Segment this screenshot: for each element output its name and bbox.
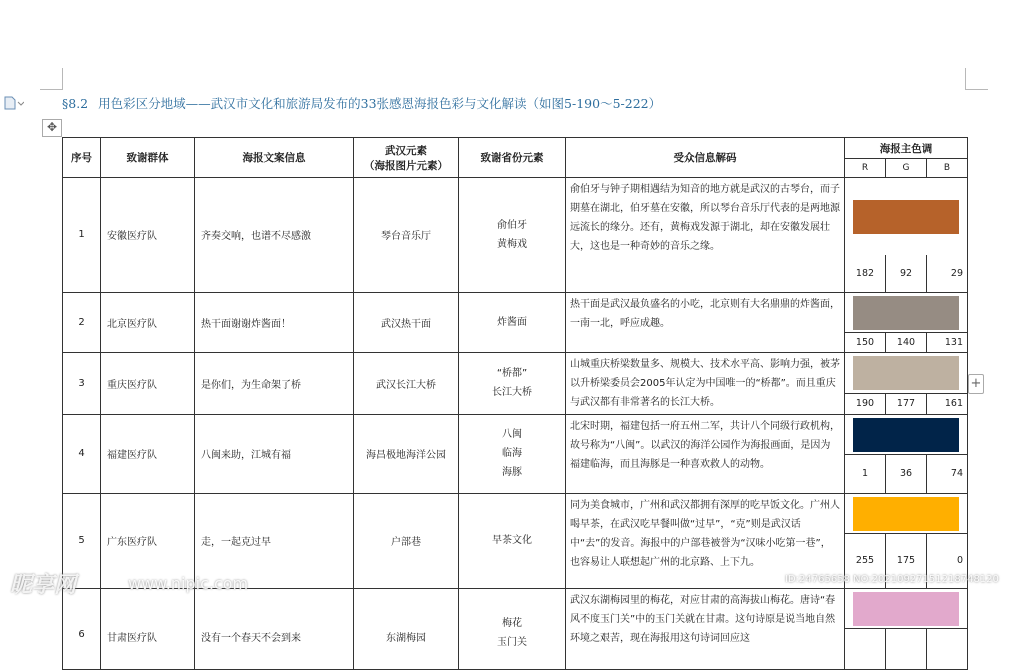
row-index: 6 bbox=[63, 588, 101, 669]
header-b: B bbox=[927, 159, 968, 178]
row-slogan: 齐奏交响，也谱不尽感激 bbox=[195, 178, 354, 293]
row-index: 4 bbox=[63, 414, 101, 493]
province-item: 临海 bbox=[502, 448, 522, 459]
rgb-b: 74 bbox=[950, 468, 964, 479]
color-swatch-cell bbox=[845, 588, 968, 628]
crop-mark-left-horizontal bbox=[40, 89, 62, 90]
province-item: 长江大桥 bbox=[492, 387, 532, 398]
watermark-brand: 昵享网 bbox=[10, 573, 77, 598]
row-group: 安徽医疗队 bbox=[101, 178, 195, 293]
rgb-b bbox=[927, 629, 967, 669]
rgb-r bbox=[845, 629, 885, 669]
province-item: 黄梅戏 bbox=[497, 238, 527, 250]
color-swatch bbox=[853, 497, 959, 531]
header-element bbox=[354, 138, 459, 178]
province-item: 梅花 bbox=[502, 617, 522, 629]
row-province bbox=[459, 352, 566, 414]
rgb-g: 175 bbox=[896, 555, 916, 566]
rgb-g: 140 bbox=[896, 336, 916, 348]
row-decode: 同为美食城市，广州和武汉都拥有深厚的吃早饭文化。广州人喝早茶，在武汉吃早餐叫做“过早”，“克”则是武汉话中“去”的发音。海报中的户部巷被誉为“汉味小吃第一巷”，也容易让人联想起广州的北京路、上下九。 bbox=[566, 493, 845, 588]
rgb-g: 177 bbox=[896, 398, 916, 410]
row-slogan: 是你们，为生命架了桥 bbox=[195, 352, 354, 414]
table-row bbox=[63, 178, 968, 255]
row-decode: 热干面是武汉最负盛名的小吃，北京则有大名鼎鼎的炸酱面，一南一北，呼应成趣。 bbox=[566, 292, 845, 352]
document-icon[interactable] bbox=[4, 96, 24, 110]
header-group: 致谢群体 bbox=[101, 138, 195, 178]
header-slogan: 海报文案信息 bbox=[195, 138, 354, 178]
plus-icon[interactable]: + bbox=[968, 374, 984, 394]
rgb-b: 131 bbox=[944, 336, 964, 348]
row-slogan: 没有一个春天不会到来 bbox=[195, 588, 354, 669]
row-index: 2 bbox=[63, 292, 101, 352]
rgb-r: 1 bbox=[861, 468, 869, 479]
color-swatch-cell bbox=[845, 352, 968, 393]
row-decode: 俞伯牙与钟子期相遇结为知音的地方就是武汉的古琴台，而子期墓在湖北，伯牙墓在安徽，所以琴台音乐厅代表的是两地源远流长的缘分。还有，黄梅戏发源于湖北，却在安徽发展壮大，这也是一种奇妙的音乐之缘。 bbox=[566, 178, 845, 293]
row-element: 东湖梅园 bbox=[354, 588, 459, 669]
row-group: 重庆医疗队 bbox=[101, 352, 195, 414]
rgb-b: 29 bbox=[950, 267, 964, 279]
move-handle-icon[interactable]: ✥ bbox=[42, 119, 62, 137]
rgb-r: 190 bbox=[855, 398, 875, 410]
province-item: 俞伯牙 bbox=[497, 219, 527, 231]
row-slogan: 八闽来助，江城有福 bbox=[195, 414, 354, 493]
rgb-g bbox=[886, 629, 926, 669]
province-item: 玉门关 bbox=[497, 636, 527, 648]
header-province: 致谢省份元素 bbox=[459, 138, 566, 178]
color-swatch bbox=[853, 418, 959, 452]
row-province bbox=[459, 178, 566, 293]
watermark-url: www.nipic.com bbox=[128, 574, 249, 593]
province-item: 海豚 bbox=[502, 467, 522, 478]
watermark-id: ID:24765658 NO:20210927151218748120 bbox=[785, 574, 999, 585]
header-color: 海报主色调 bbox=[845, 138, 968, 159]
rgb-b: 0 bbox=[956, 555, 964, 566]
row-decode: 北宋时期，福建包括一府五州二军，共计八个同级行政机构，故号称为“八闽”。以武汉的海洋公园作为海报画面，是因为福建临海，而且海豚是一种喜欢救人的动物。 bbox=[566, 414, 845, 493]
header-r: R bbox=[845, 159, 886, 178]
row-province bbox=[459, 493, 566, 588]
row-slogan: 热干面谢谢炸酱面！ bbox=[195, 292, 354, 352]
row-province bbox=[459, 588, 566, 669]
row-group: 北京医疗队 bbox=[101, 292, 195, 352]
color-swatch bbox=[853, 296, 959, 330]
table-row bbox=[63, 352, 968, 393]
row-index: 5 bbox=[63, 493, 101, 588]
crop-mark-left-vertical bbox=[62, 68, 63, 90]
province-item: 炸酱面 bbox=[497, 316, 527, 328]
row-province bbox=[459, 292, 566, 352]
row-index: 3 bbox=[63, 352, 101, 414]
color-swatch bbox=[853, 592, 959, 626]
section-number: §8.2 bbox=[62, 96, 89, 111]
table-row bbox=[63, 588, 968, 628]
header-g: G bbox=[886, 159, 927, 178]
section-heading bbox=[62, 94, 661, 112]
rgb-r: 255 bbox=[855, 555, 875, 566]
row-element: 海昌极地海洋公园 bbox=[354, 414, 459, 493]
header-index: 序号 bbox=[63, 138, 101, 178]
row-group: 甘肃医疗队 bbox=[101, 588, 195, 669]
province-item: “桥都” bbox=[496, 368, 528, 379]
row-element: 武汉热干面 bbox=[354, 292, 459, 352]
section-title: 用色彩区分地域——武汉市文化和旅游局发布的33张感恩海报色彩与文化解读（如图5-190～5-222） bbox=[98, 96, 662, 111]
row-decode: 武汉东湖梅园里的梅花，对应甘肃的高海拔山梅花。唐诗“春风不度玉门关”中的玉门关就在甘肃。这句诗原是说当地自然环境之艰苦，现在海报用这句诗词回应这 bbox=[566, 588, 845, 669]
rgb-g: 36 bbox=[899, 468, 913, 479]
row-province bbox=[459, 414, 566, 493]
row-group: 福建医疗队 bbox=[101, 414, 195, 493]
crop-mark-right-vertical bbox=[965, 68, 966, 90]
row-element: 武汉长江大桥 bbox=[354, 352, 459, 414]
header-element-line1: 武汉元素 bbox=[385, 144, 427, 157]
row-decode: 山城重庆桥梁数量多、规模大、技术水平高、影响力强，被茅以升桥梁委员会2005年认定为中国唯一的“桥都”。而且重庆与武汉都有非常著名的长江大桥。 bbox=[566, 352, 845, 414]
row-slogan: 走，一起克过早 bbox=[195, 493, 354, 588]
province-item: 早茶文化 bbox=[492, 535, 532, 546]
rgb-r: 150 bbox=[855, 336, 875, 348]
row-element: 琴台音乐厅 bbox=[354, 178, 459, 293]
table-row bbox=[63, 493, 968, 533]
color-swatch bbox=[853, 356, 959, 390]
row-element: 户部巷 bbox=[354, 493, 459, 588]
table-row bbox=[63, 292, 968, 332]
header-decode: 受众信息解码 bbox=[566, 138, 845, 178]
province-item: 八闽 bbox=[502, 429, 522, 440]
crop-mark-right-horizontal bbox=[966, 89, 988, 90]
rgb-g: 92 bbox=[899, 267, 913, 279]
rgb-r: 182 bbox=[855, 267, 875, 279]
color-swatch-cell bbox=[845, 414, 968, 454]
header-element-line2: （海报图片元素） bbox=[364, 159, 448, 172]
rgb-b: 161 bbox=[944, 398, 964, 410]
row-index: 1 bbox=[63, 178, 101, 293]
color-swatch-cell bbox=[845, 178, 968, 255]
row-group: 广东医疗队 bbox=[101, 493, 195, 588]
color-swatch-cell bbox=[845, 292, 968, 332]
table-row bbox=[63, 414, 968, 454]
color-swatch-cell bbox=[845, 493, 968, 533]
color-swatch bbox=[853, 200, 959, 234]
